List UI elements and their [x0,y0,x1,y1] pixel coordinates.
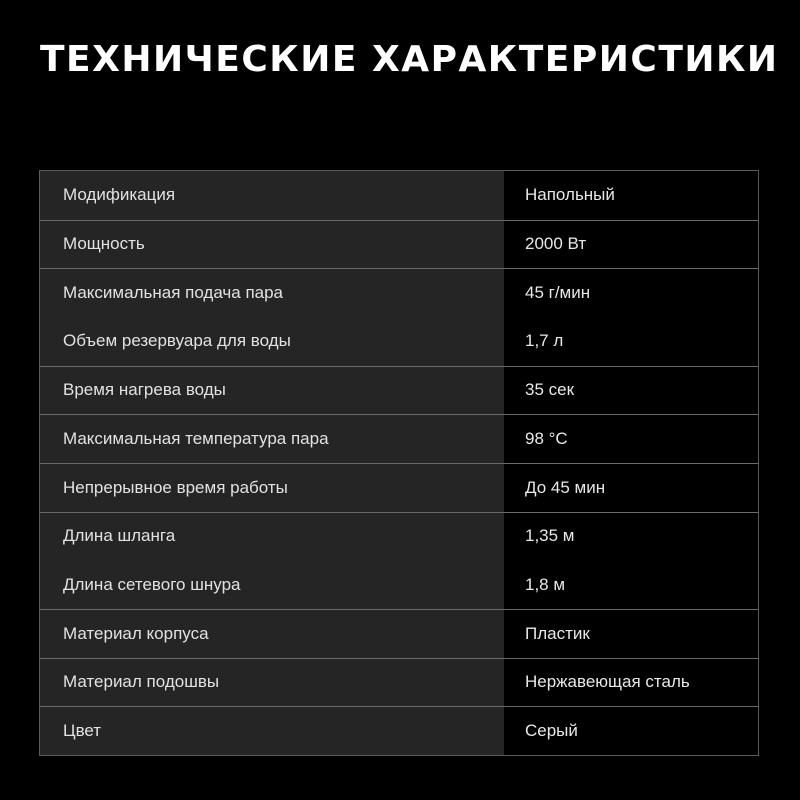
spec-value: Пластик [504,610,758,658]
spec-row-body-material [40,609,758,658]
spec-name: Длина сетевого шнура [40,560,504,609]
spec-row-hose-length [40,512,758,561]
spec-value: 98 °С [504,415,758,463]
spec-value: 2000 Вт [504,221,758,269]
spec-value: Напольный [504,171,758,220]
spec-value: 45 г/мин [504,269,758,317]
spec-name: Время нагрева воды [40,367,504,415]
spec-row-sole-material [40,658,758,707]
spec-row-tank-volume [40,317,758,366]
spec-value: 35 сек [504,367,758,415]
spec-value: Серый [504,707,758,755]
spec-name: Материал корпуса [40,610,504,658]
spec-value: 1,7 л [504,317,758,366]
spec-value: 1,35 м [504,513,758,561]
spec-row-max-temperature [40,414,758,463]
spec-name: Максимальная температура пара [40,415,504,463]
spec-row-heat-time [40,366,758,415]
spec-name: Мощность [40,221,504,269]
spec-name: Максимальная подача пара [40,269,504,317]
spec-value: Нержавеющая сталь [504,659,758,707]
spec-row-continuous-time [40,463,758,512]
spec-name: Цвет [40,707,504,755]
spec-name: Объем резервуара для воды [40,317,504,366]
spec-value: До 45 мин [504,464,758,512]
spec-row-power [40,220,758,269]
spec-name: Длина шланга [40,513,504,561]
spec-value: 1,8 м [504,560,758,609]
spec-row-color [40,706,758,755]
spec-row-steam-output [40,268,758,317]
spec-table [39,170,759,756]
spec-name: Модификация [40,171,504,220]
spec-name: Материал подошвы [40,659,504,707]
spec-row-cord-length [40,560,758,609]
page-title: ТЕХНИЧЕСКИЕ ХАРАКТЕРИСТИКИ [40,39,779,80]
spec-name: Непрерывное время работы [40,464,504,512]
spec-row-modification [40,171,758,220]
